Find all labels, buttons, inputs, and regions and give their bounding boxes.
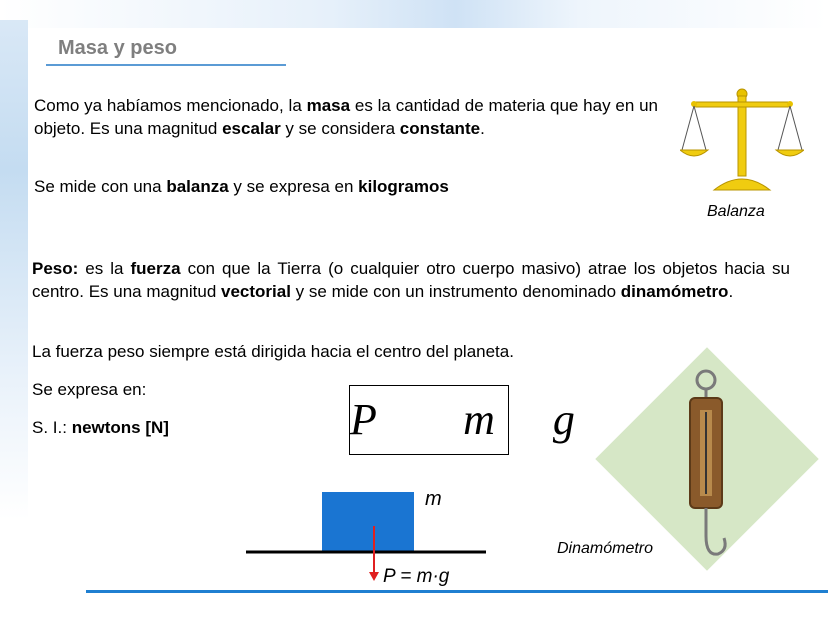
fuerza-term: fuerza	[130, 259, 181, 278]
mass-term: masa	[306, 96, 351, 115]
peso-term: Peso:	[32, 259, 79, 278]
balanza-caption: Balanza	[707, 203, 765, 220]
si-units: S. I.: newtons [N]	[32, 418, 169, 437]
title-underline	[46, 64, 286, 66]
dinamometro-caption: Dinamómetro	[557, 540, 654, 557]
newtons-term: newtons [N]	[71, 418, 169, 437]
mass-block	[322, 492, 414, 552]
dynamometer-icon	[662, 360, 762, 570]
mass-paragraph: Como ya habíamos mencionado, la masa es la cantidad de materia que hay en un objeto. Es una magnitud escalar y se considera constante.	[34, 96, 659, 138]
page-title: Masa y peso	[58, 37, 177, 59]
balance-paragraph: Se mide con una balanza y se expresa en kilogramos	[34, 177, 449, 196]
background-side	[0, 20, 28, 520]
weight-label: P = m·g	[383, 566, 450, 587]
formula-box	[349, 385, 575, 455]
scalar-term: escalar	[222, 119, 281, 138]
weight-formula: P m g	[350, 395, 575, 444]
weight-paragraph: Peso: es la fuerza con que la Tierra (o cualquier otro cuerpo masivo) atrae los objetos hacia su centro. Es una magnitud vectorial y se mide con un instrumento denominado dinamómetro.	[32, 259, 790, 301]
kilogramos-term: kilogramos	[358, 177, 449, 196]
express-text: Se expresa en:	[32, 380, 147, 399]
bottom-accent-line	[86, 590, 828, 593]
dinamometro-term: dinamómetro	[620, 282, 729, 301]
vectorial-term: vectorial	[221, 282, 291, 301]
direction-text: La fuerza peso siempre está dirigida hacia el centro del planeta.	[32, 342, 514, 361]
balanza-term: balanza	[166, 177, 229, 196]
weight-arrow-head	[369, 572, 379, 581]
weight-diagram	[240, 486, 490, 586]
constant-term: constante	[399, 119, 481, 138]
mass-label: m	[425, 488, 442, 510]
balance-scale-icon	[680, 86, 804, 196]
